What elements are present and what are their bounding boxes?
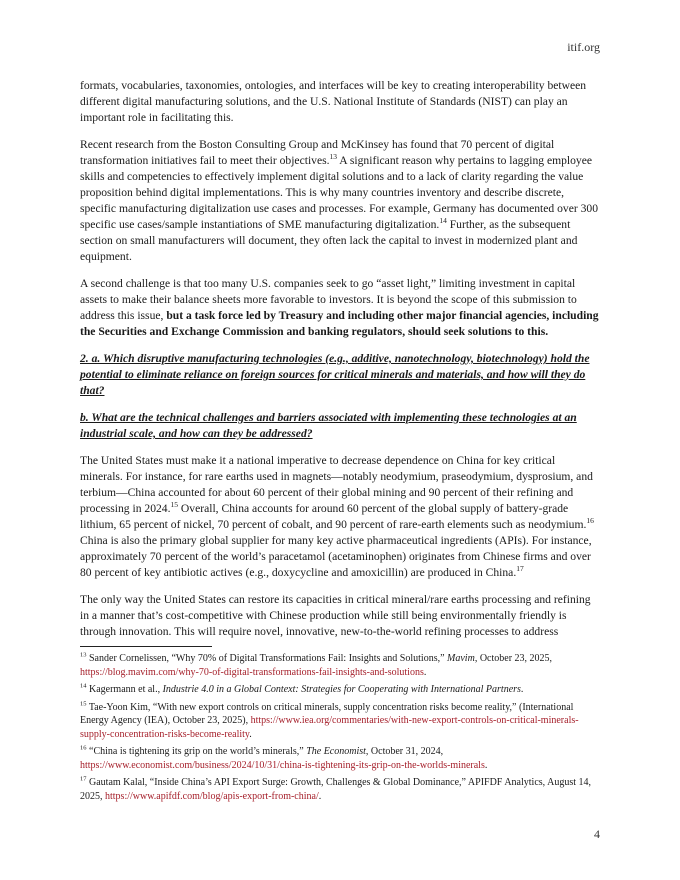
footnote-link[interactable]: https://www.iea.org/commentaries/with-new-export-controls-on-critical-minerals-supply-concentration-risks-become-reality (80, 715, 579, 740)
footnote-17 (80, 776, 600, 803)
footnote-link[interactable]: https://www.apifdf.com/blog/apis-export-from-china/ (105, 790, 319, 802)
footnote-tail: . (484, 759, 488, 771)
footnote-number: 16 (80, 744, 87, 752)
question-2b-heading: b. What are the technical challenges and barriers associated with implementing these technologies at an industrial scale, and how can they be addressed? (80, 411, 577, 440)
paragraph-3-recommendation: but a task force led by Treasury and including other major financial agencies, including the Securities and Exchange Commission and banking regulators, should seek solutions to this. (80, 309, 599, 338)
footnote-15 (80, 701, 600, 742)
question-2a-heading: 2. a. Which disruptive manufacturing technologies (e.g., additive, nanotechnology, biotechnology) hold the potential to eliminate reliance on foreign sources for critical minerals and materials, and how will they do that? (80, 352, 590, 397)
footnote-number: 13 (80, 651, 87, 659)
footnote-number: 14 (80, 682, 87, 690)
page-number: 4 (594, 827, 600, 841)
footnote-date: , October 31, 2024, (365, 746, 444, 757)
footnotes (80, 652, 600, 807)
paragraph-4-text-a: The United States must make it a national imperative to decrease dependence on China for key critical minerals. For instance, for rare earths used in magnets—notably neodymium, praseodymium, dysprosium, and terbium—China accounted for about 60 percent of their global mining and 90 percent of their refining and processing in 2024. (80, 454, 593, 515)
paragraph-3 (80, 276, 600, 340)
paragraph-3-text: A second challenge is that too many U.S. companies seek to go “asset light,” limiting investment in capital assets to make their balance sheets more favorable to investors. It is beyond the scope of this submission to address this issue, (80, 277, 577, 322)
footnote-number: 15 (80, 700, 87, 708)
footnote-divider (80, 646, 212, 647)
paragraph-4-text-c: China is also the primary global supplier for many key active pharmaceutical ingredients (APIs). For instance, approximately 70 percent of the world’s paracetamol (acetaminophen) originates from Chinese firms and over 80 percent of key antibiotic actives (e.g., doxycycline and amoxicillin) are produced in China. (80, 534, 592, 579)
footnote-date: . (520, 684, 524, 695)
footnote-link[interactable]: https://www.economist.com/business/2024/10/31/china-is-tightening-its-grip-on-the-worlds-minerals (80, 759, 485, 771)
paragraph-1: formats, vocabularies, taxonomies, ontologies, and interfaces will be key to creating interoperability between different digital manufacturing solutions, and the U.S. National Institute of Standards (NIST) can play an important role in facilitating this. (80, 79, 587, 124)
footnote-tail: . (318, 790, 322, 802)
paragraph-2-text-a: Recent research from the Boston Consulting Group and McKinsey has found that 70 percent of digital transformation initiatives fail to meet their objectives. (80, 138, 555, 167)
footnote-ref-15[interactable]: 15 (170, 500, 178, 510)
footnote-ref-16[interactable]: 16 (586, 516, 594, 526)
footnote-text: Gautam Kalal, “Inside China’s API Export Surge: Growth, Challenges & Global Dominance,” APIFDF Analytics, August 14, 2025, (80, 777, 591, 802)
footnote-link[interactable]: https://blog.mavim.com/why-70-of-digital-transformations-fail-insights-and-solutions (80, 666, 424, 678)
paragraph-2 (80, 137, 600, 265)
footnote-source: The Economist (306, 746, 366, 757)
footnote-source: Mavim (447, 653, 475, 664)
footnote-date: , October 23, 2025, (474, 653, 553, 664)
footnote-text: Kagermann et al., (86, 684, 163, 695)
paragraph-5: The only way the United States can restore its capacities in critical mineral/rare earths processing and refining in a manner that’s cost-competitive with Chinese production while still being environmentally friendly is through innovation. This will require novel, innovative, new-to-the-world refining processes to address (80, 593, 591, 638)
footnote-text: Sander Cornelissen, “Why 70% of Digital Transformations Fail: Insights and Solutions,” (86, 653, 448, 664)
footnote-number: 17 (80, 775, 87, 783)
footnote-source: Industrie 4.0 in a Global Context: Strategies for Cooperating with International Partners (162, 684, 521, 695)
footnote-13 (80, 652, 600, 679)
site-header: itif.org (567, 40, 600, 54)
paragraph-4-text-b: Overall, China accounts for around 60 percent of the global supply of battery-grade lithium, 65 percent of nickel, 70 percent of cobalt, and 90 percent of rare-earth elements such as neodymium. (80, 502, 587, 531)
footnote-tail: . (249, 728, 252, 740)
footnote-ref-17[interactable]: 17 (516, 564, 524, 574)
footnote-16 (80, 745, 600, 772)
footnote-text: Tae-Yoon Kim, “With new export controls on critical minerals, supply concentration risks become reality,” (International Energy Agency (IEA), October 23, 2025), (80, 701, 574, 726)
footnote-text: “China is tightening its grip on the world’s minerals,” (86, 746, 307, 757)
paragraph-4 (80, 453, 600, 581)
footnote-14 (80, 683, 600, 697)
footnote-ref-13[interactable]: 13 (329, 152, 338, 162)
paragraph-2-text-c: Further, as the subsequent section on small manufacturers will document, they often lack the capital to invest in modernized plant and equipment. (80, 218, 578, 263)
body-text (80, 78, 600, 651)
footnote-ref-14[interactable]: 14 (439, 216, 447, 226)
footnote-tail: . (423, 666, 427, 678)
paragraph-2-text-b: A significant reason why pertains to lagging employee skills and competencies to effectively implement digital solutions and to a lack of clarity regarding the value proposition behind digital implementations. This is why many countries inventory and describe discrete, specific manufacturing digitalization use cases and processes. For example, Germany has documented over 300 specific use cases/sample instantiations of SME manufacturing digitalization. (80, 154, 599, 231)
